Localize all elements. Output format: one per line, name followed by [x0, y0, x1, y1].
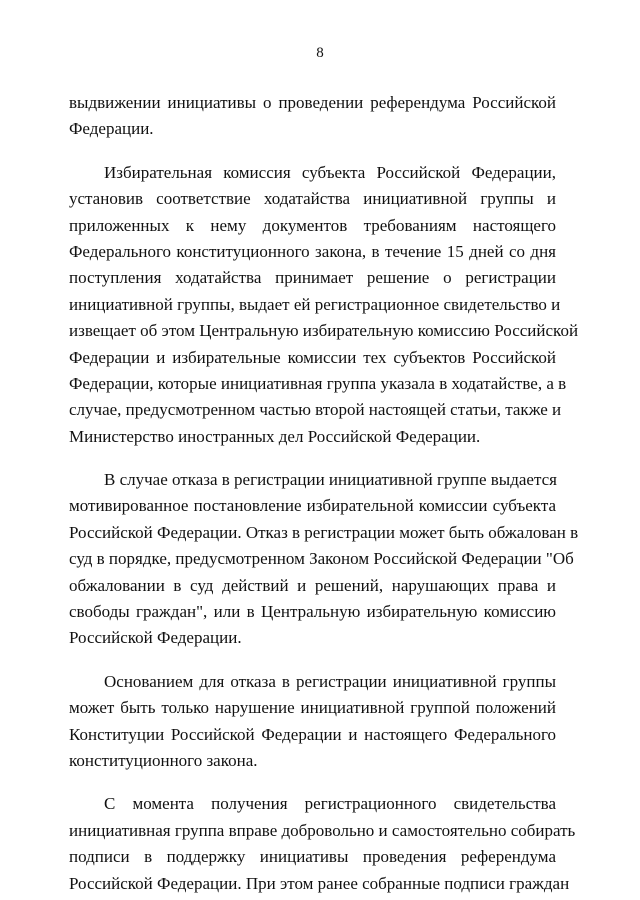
- text-line: подписи в поддержку инициативы проведения референдума: [69, 847, 556, 867]
- text-line: свободы граждан", или в Центральную избирательную комиссию: [69, 602, 556, 622]
- text-line: выдвижении инициативы о проведении референдума Российской: [69, 93, 556, 112]
- text-line: конституционного закона.: [69, 750, 258, 770]
- text-line: С момента получения регистрационного свидетельства: [104, 794, 556, 814]
- paragraph-5: [69, 791, 576, 897]
- paragraph-2: [69, 160, 579, 450]
- text-line: В случае отказа в регистрации инициативной группе выдается: [104, 470, 557, 490]
- text-line: инициативной группы, выдает ей регистрационное свидетельство и: [69, 294, 561, 314]
- text-line: мотивированное постановление избирательной комиссии субъекта: [69, 496, 556, 516]
- text-line: Министерство иностранных дел Российской Федерации.: [69, 426, 481, 446]
- text-line: Федерации, которые инициативная группа указала в ходатайстве, а в: [69, 373, 567, 393]
- paragraph-1: [69, 90, 556, 143]
- text-line: Федерации.: [69, 119, 154, 139]
- text-line: может быть только нарушение инициативной группой положений: [69, 698, 556, 718]
- text-line: случае, предусмотренном частью второй настоящей статьи, также и: [69, 400, 562, 420]
- text-line: Российской Федерации.: [69, 628, 242, 648]
- text-line: извещает об этом Центральную избирательную комиссию Российской: [69, 321, 579, 341]
- text-line: Конституции Российской Федерации и настоящего Федерального: [69, 724, 556, 744]
- text-line: Федерального конституционного закона, в течение 15 дней со дня: [69, 241, 556, 261]
- paragraph-4: [69, 669, 556, 775]
- text-line: Основанием для отказа в регистрации инициативной группы: [104, 671, 556, 691]
- text-line: установив соответствие ходатайства инициативной группы и: [69, 189, 556, 209]
- text-line: Избирательная комиссия субъекта Российской Федерации,: [104, 162, 556, 182]
- document-body: [69, 90, 579, 897]
- text-line: инициативная группа вправе добровольно и самостоятельно собирать: [69, 820, 576, 840]
- text-line: обжаловании в суд действий и решений, нарушающих права и: [69, 575, 556, 595]
- text-line: поступления ходатайства принимает решение о регистрации: [69, 268, 556, 288]
- text-line: суд в порядке, предусмотренном Законом Российской Федерации "Об: [69, 549, 574, 569]
- paragraph-3: [69, 467, 579, 652]
- text-line: Федерации и избирательные комиссии тех субъектов Российской: [69, 347, 556, 367]
- text-line: приложенных к нему документов требованиям настоящего: [69, 215, 556, 235]
- text-line: Российской Федерации. При этом ранее собранные подписи граждан: [69, 873, 570, 893]
- page-number: 8: [316, 45, 324, 61]
- text-line: Российской Федерации. Отказ в регистрации может быть обжалован в: [69, 522, 579, 542]
